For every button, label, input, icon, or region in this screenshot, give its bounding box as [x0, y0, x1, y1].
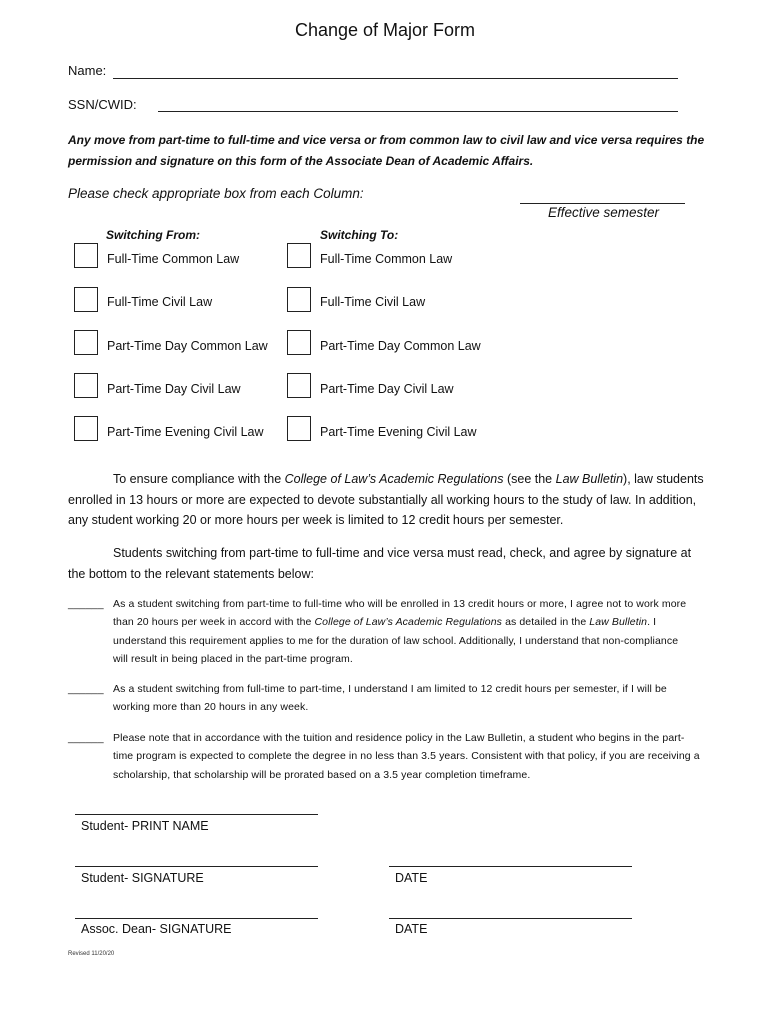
statement-initial-blank[interactable]: ______	[68, 732, 104, 744]
student-date-label: DATE	[395, 871, 428, 885]
to-part-time-evening-civil-law-checkbox[interactable]	[287, 416, 311, 441]
print-name-line[interactable]	[75, 814, 318, 815]
statement-scholarship-policy: ______ Please note that in accordance with the tuition and residence policy in the Law Bulletin, a student who begins in the part-time program is expected to complete the degree in no less than 3.5 years. Consistent with that policy, if you are receiving a scholarship, that scholarship will be prorated based on a 3.5 year completion timeframe.	[68, 729, 718, 785]
from-part-time-day-civil-law-checkbox[interactable]	[74, 373, 98, 398]
from-option-label: Part-Time Day Common Law	[107, 339, 268, 353]
effective-semester-line	[520, 203, 685, 204]
to-part-time-day-civil-law-checkbox[interactable]	[287, 373, 311, 398]
student-date-line[interactable]	[389, 866, 632, 867]
name-label: Name:	[68, 63, 107, 78]
to-part-time-day-common-law-checkbox[interactable]	[287, 330, 311, 355]
revision-date: Revised 11/20/20	[68, 951, 115, 957]
from-option-label: Full-Time Common Law	[107, 252, 240, 266]
statement-initial-blank[interactable]: ______	[68, 683, 104, 695]
to-full-time-common-law-checkbox[interactable]	[287, 243, 311, 268]
student-signature-line[interactable]	[75, 866, 318, 867]
switching-to-header: Switching To:	[320, 228, 399, 242]
to-option-label: Part-Time Evening Civil Law	[320, 425, 477, 439]
to-full-time-civil-law-checkbox[interactable]	[287, 287, 311, 312]
effective-semester-field[interactable]	[522, 187, 682, 203]
switching-instructions-paragraph: Students switching from part-time to full-time and vice versa must read, check, and agree by signature at the bottom to the relevant statements below:	[68, 546, 692, 581]
from-full-time-civil-law-checkbox[interactable]	[74, 287, 98, 312]
print-name-label: Student- PRINT NAME	[81, 819, 209, 833]
statement-part-to-full: ______ As a student switching from part-time to full-time who will be enrolled in 13 credit hours or more, I agree not to work more than 20 hours per week in accord with the College of Law’s Academic Regulations as detailed in the Law Bulletin. I understand this requirement applies to me for the duration of law school. Additionally, I understand that non-compliance will result in being placed in the part-time program.	[68, 595, 718, 670]
compliance-paragraph: To ensure compliance with the College of Law’s Academic Regulations (see the Law Bulletin), law students enrolled in 13 hours or more are expected to devote substantially all working hours to the study of law. In addition, any student working 20 or more hours per week is limited to 12 credit hours per semester.	[68, 472, 704, 527]
to-option-label: Part-Time Day Civil Law	[320, 382, 454, 396]
name-field[interactable]	[118, 61, 673, 77]
permission-notice: Any move from part-time to full-time and vice versa or from common law to civil law and vice versa requires the permission and signature on this form of the Associate Dean of Academic Affairs.	[68, 133, 705, 168]
dean-date-label: DATE	[395, 922, 428, 936]
ssn-line	[158, 111, 678, 112]
statement-initial-blank[interactable]: ______	[68, 598, 104, 610]
form-title: Change of Major Form	[294, 20, 476, 40]
from-option-label: Part-Time Day Civil Law	[107, 382, 241, 396]
dean-signature-line[interactable]	[75, 918, 318, 919]
to-option-label: Part-Time Day Common Law	[320, 339, 481, 353]
switching-from-header: Switching From:	[106, 228, 200, 242]
to-option-label: Full-Time Common Law	[320, 252, 453, 266]
from-option-label: Part-Time Evening Civil Law	[107, 425, 264, 439]
name-line	[113, 78, 678, 79]
dean-date-line[interactable]	[389, 918, 632, 919]
from-option-label: Full-Time Civil Law	[107, 295, 213, 309]
from-part-time-evening-civil-law-checkbox[interactable]	[74, 416, 98, 441]
dean-signature-label: Assoc. Dean- SIGNATURE	[81, 922, 232, 936]
ssn-label: SSN/CWID:	[68, 97, 137, 112]
effective-semester-label: Effective semester	[548, 205, 660, 220]
to-option-label: Full-Time Civil Law	[320, 295, 426, 309]
from-full-time-common-law-checkbox[interactable]	[74, 243, 98, 268]
instruction-text: Please check appropriate box from each Column:	[68, 186, 364, 201]
from-part-time-day-common-law-checkbox[interactable]	[74, 330, 98, 355]
statement-full-to-part: ______ As a student switching from full-time to part-time, I understand I am limited to 12 credit hours per semester, if I will be working more than 20 hours in any week.	[68, 680, 718, 718]
ssn-field[interactable]	[162, 94, 672, 110]
student-signature-label: Student- SIGNATURE	[81, 871, 204, 885]
